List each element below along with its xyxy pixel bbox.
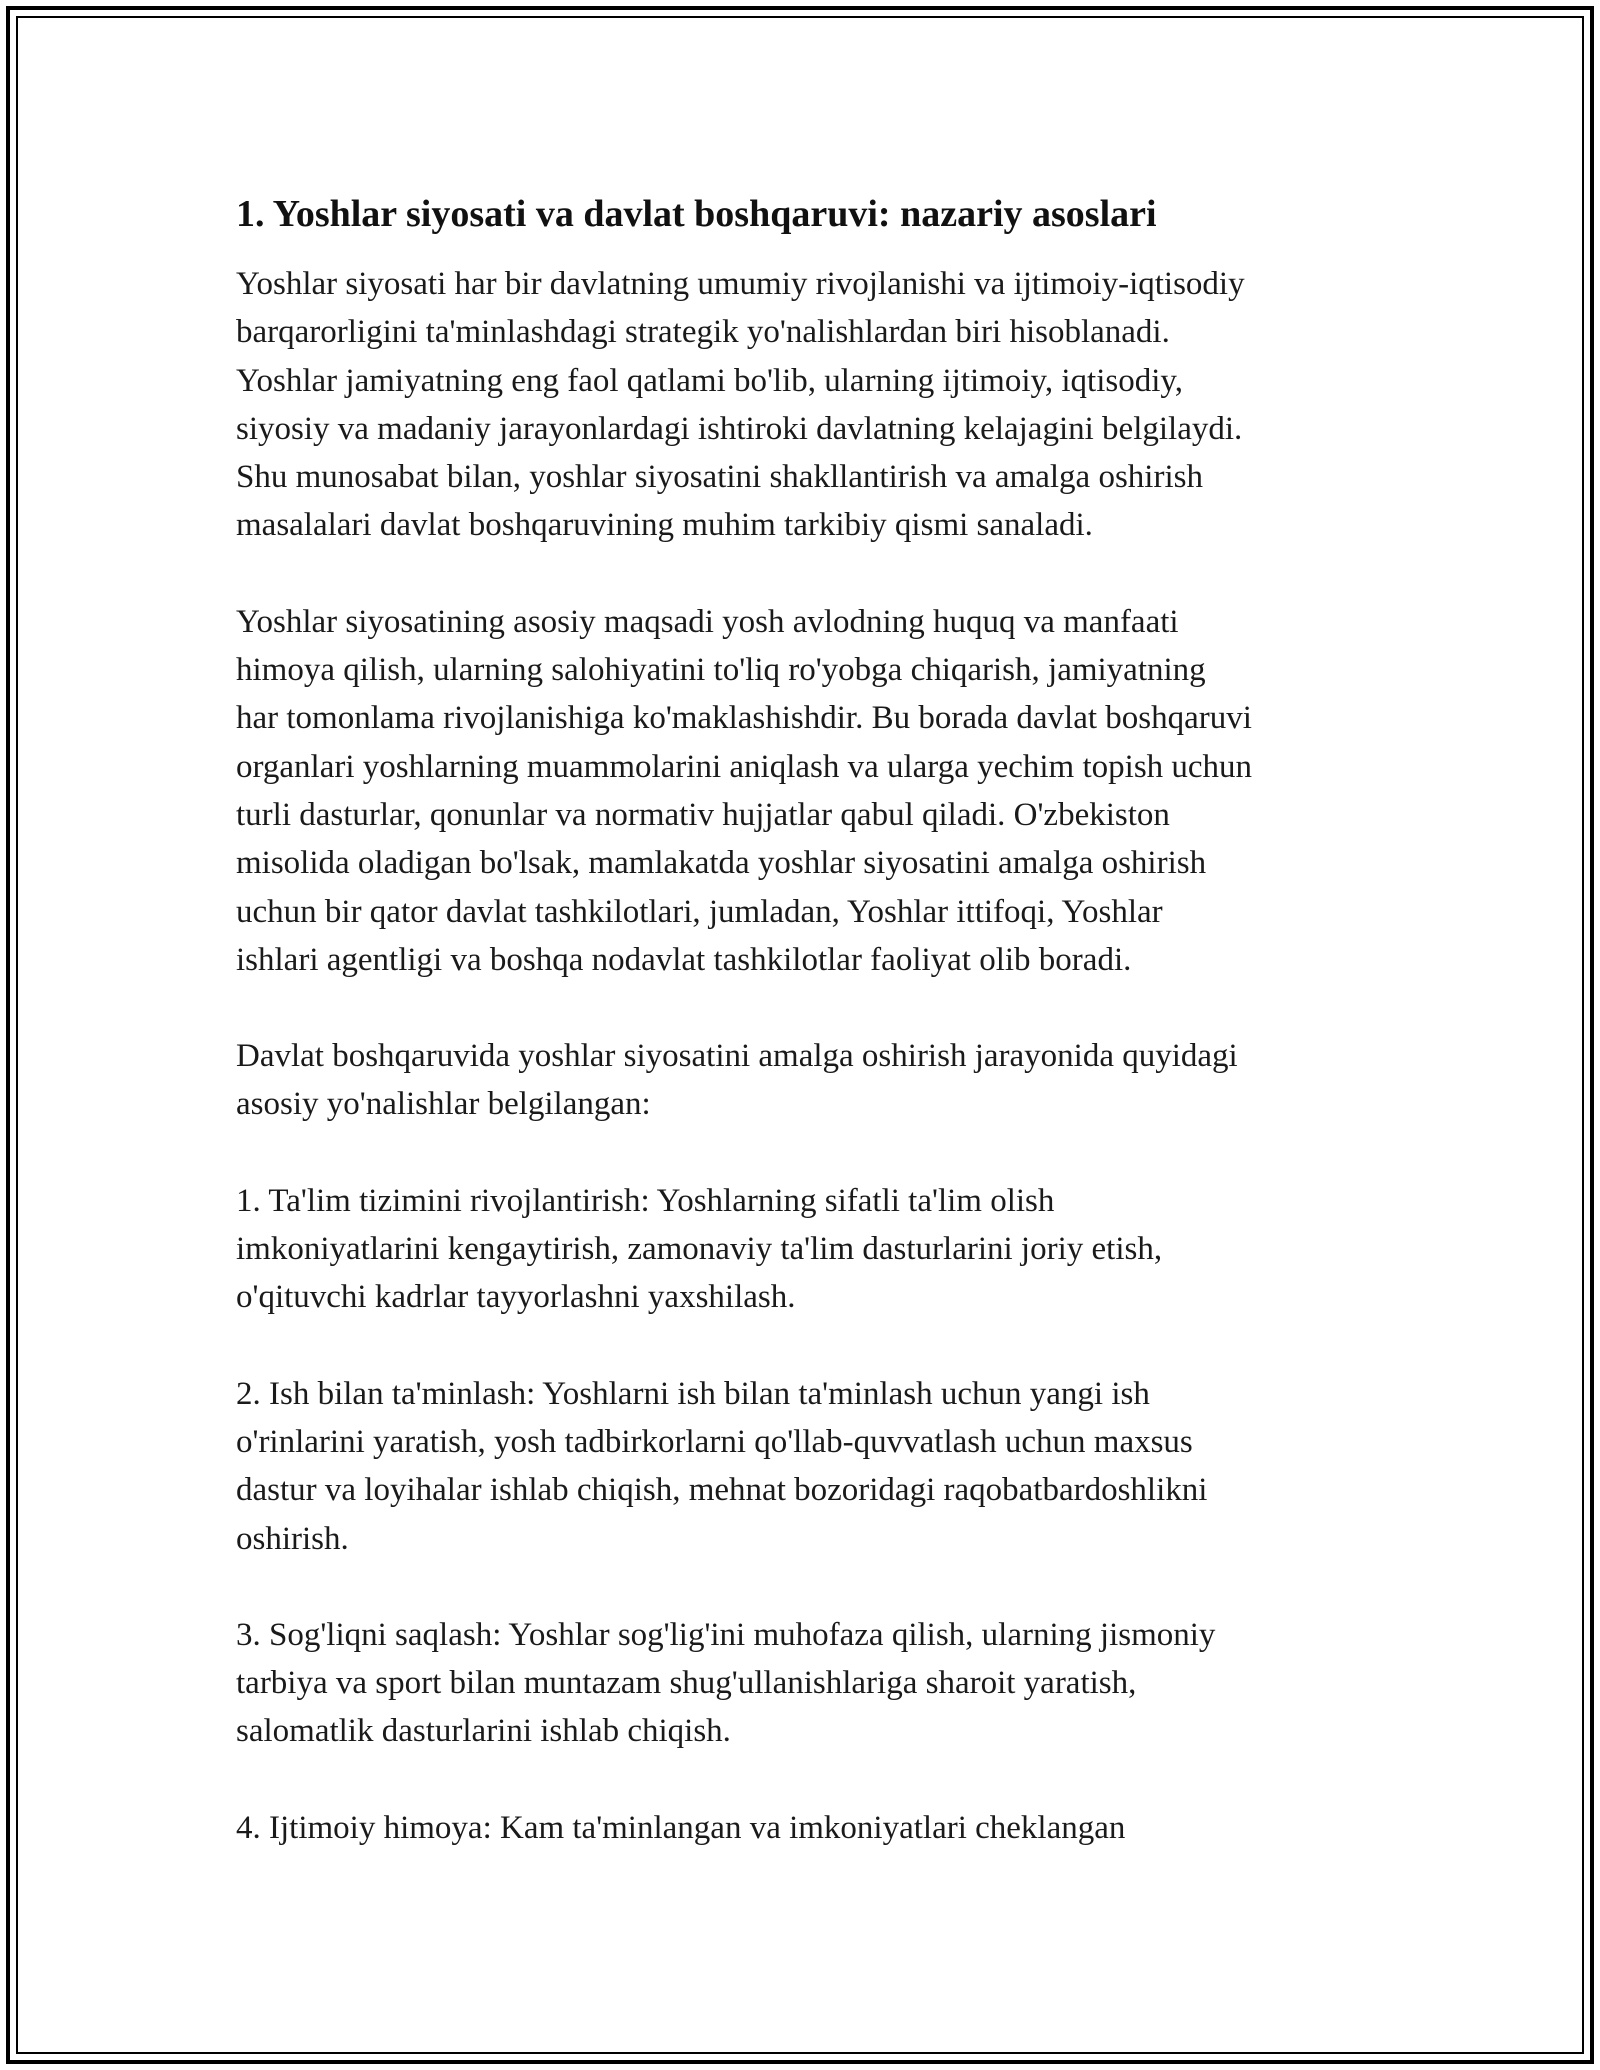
paragraph-line: uchun bir qator davlat tashkilotlari, jumladan, Yoshlar ittifoqi, Yoshlar bbox=[236, 893, 1163, 930]
paragraph-line: tarbiya va sport bilan muntazam shug'ullanishlariga sharoit yaratish, bbox=[236, 1665, 1137, 1702]
paragraph bbox=[236, 1032, 1376, 1129]
paragraph-line: masalalari davlat boshqaruvining muhim tarkibiy qismi sanaladi. bbox=[236, 507, 1093, 544]
section-heading: 1. Yoshlar siyosati va davlat boshqaruvi: nazariy asoslari bbox=[236, 193, 1157, 235]
paragraph-line: Yoshlar jamiyatning eng faol qatlami bo'lib, ularning ijtimoiy, iqtisodiy, bbox=[236, 362, 1183, 399]
paragraph-line: asosiy yo'nalishlar belgilangan: bbox=[236, 1086, 651, 1123]
paragraph-line: o'rinlarini yaratish, yosh tadbirkorlarni qo'llab-quvvatlash uchun maxsus bbox=[236, 1423, 1193, 1460]
paragraph-line: ishlari agentligi va boshqa nodavlat tashkilotlar faoliyat olib boradi. bbox=[236, 941, 1132, 978]
paragraph bbox=[236, 1177, 1376, 1322]
paragraph-line: dastur va loyihalar ishlab chiqish, mehnat bozoridagi raqobatbardoshlikni bbox=[236, 1472, 1208, 1509]
paragraph-line: Yoshlar siyosatining asosiy maqsadi yosh avlodning huquq va manfaati bbox=[236, 603, 1179, 640]
paragraph-line: himoya qilish, ularning salohiyatini to'liq ro'yobga chiqarish, jamiyatning bbox=[236, 652, 1206, 689]
paragraph-line: 2. Ish bilan ta'minlash: Yoshlarni ish bilan ta'minlash uchun yangi ish bbox=[236, 1375, 1150, 1412]
paragraph bbox=[236, 1370, 1376, 1563]
paragraph-line: siyosiy va madaniy jarayonlardagi ishtiroki davlatning kelajagini belgilaydi. bbox=[236, 410, 1243, 447]
paragraph-line: Shu munosabat bilan, yoshlar siyosatini shakllantirish va amalga oshirish bbox=[236, 459, 1203, 496]
paragraph bbox=[236, 1611, 1376, 1756]
paragraph-line: har tomonlama rivojlanishiga ko'maklashishdir. Bu borada davlat boshqaruvi bbox=[236, 700, 1252, 737]
paragraph-line: imkoniyatlarini kengaytirish, zamonaviy ta'lim dasturlarini joriy etish, bbox=[236, 1231, 1163, 1268]
paragraph-line: Yoshlar siyosati har bir davlatning umumiy rivojlanishi va ijtimoiy-iqtisodiy bbox=[236, 266, 1245, 302]
paragraph bbox=[236, 260, 1376, 550]
paragraph-line: turli dasturlar, qonunlar va normativ hujjatlar qabul qiladi. O'zbekiston bbox=[236, 796, 1170, 833]
paragraph-line: organlari yoshlarning muammolarini aniqlash va ularga yechim topish uchun bbox=[236, 748, 1253, 785]
paragraph-list bbox=[236, 260, 1376, 1852]
paragraph-line: misolida oladigan bo'lsak, mamlakatda yoshlar siyosatini amalga oshirish bbox=[236, 845, 1207, 882]
paragraph-line: barqarorligini ta'minlashdagi strategik yo'nalishlardan biri hisoblanadi. bbox=[236, 314, 1170, 351]
paragraph-line: Davlat boshqaruvida yoshlar siyosatini amalga oshirish jarayonida quyidagi bbox=[236, 1038, 1238, 1075]
paragraph-line: salomatlik dasturlarini ishlab chiqish. bbox=[236, 1713, 731, 1750]
document-body bbox=[236, 190, 1376, 1900]
paragraph-line: oshirish. bbox=[236, 1520, 349, 1557]
paragraph bbox=[236, 1804, 1376, 1852]
paragraph bbox=[236, 598, 1376, 984]
paragraph-line: 1. Ta'lim tizimini rivojlantirish: Yoshlarning sifatli ta'lim olish bbox=[236, 1182, 1055, 1219]
paragraph-line: 3. Sog'liqni saqlash: Yoshlar sog'lig'ini muhofaza qilish, ularning jismoniy bbox=[236, 1616, 1216, 1653]
paragraph-line: 4. Ijtimoiy himoya: Kam ta'minlangan va imkoniyatlari cheklangan bbox=[236, 1809, 1126, 1846]
paragraph-line: o'qituvchi kadrlar tayyorlashni yaxshilash. bbox=[236, 1279, 796, 1316]
